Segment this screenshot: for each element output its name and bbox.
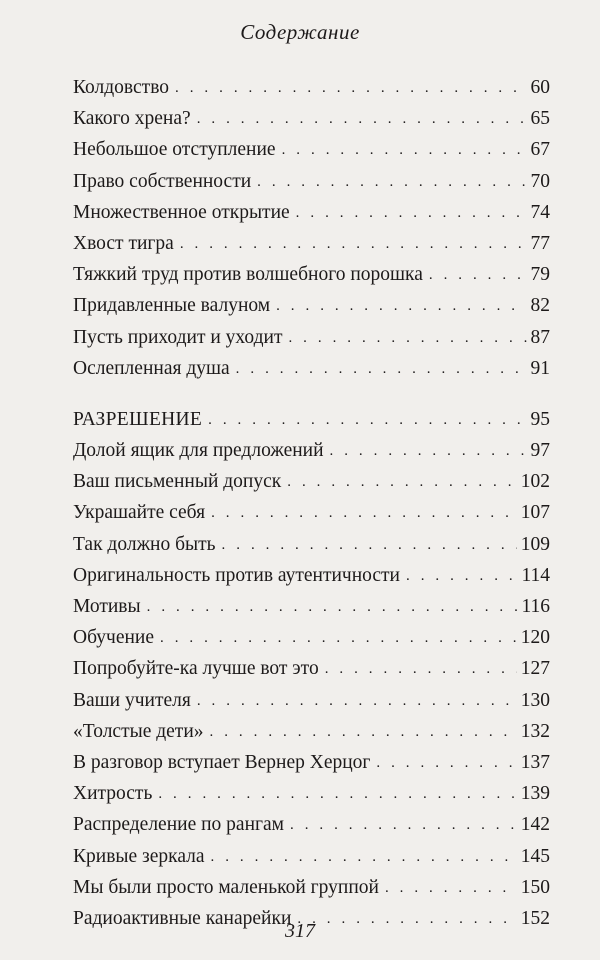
toc-entry — [73, 716, 550, 747]
toc-leader-dots — [325, 654, 517, 685]
toc-entry-title: Хвост тигра — [73, 232, 174, 254]
toc-leader-dots — [330, 436, 527, 467]
toc-group — [73, 435, 550, 934]
toc-entry-page: 120 — [520, 627, 550, 649]
toc-entry-page: 82 — [530, 295, 550, 317]
toc-entry-page: 77 — [530, 232, 550, 254]
toc-entry-page: 145 — [520, 845, 550, 867]
toc-entry-page: 130 — [520, 689, 550, 711]
toc-entry-title: Радиоактивные канарейки — [73, 907, 292, 929]
toc-entry-title: В разговор вступает Вернер Херцог — [73, 751, 371, 773]
toc-entry — [73, 841, 550, 872]
toc-group — [73, 72, 550, 384]
toc-entry — [73, 778, 550, 809]
toc-entry — [73, 809, 550, 840]
toc-entry-title: Право собственности — [73, 170, 252, 192]
toc-entry — [73, 353, 550, 384]
toc-entry-title: Ослепленная душа — [73, 357, 230, 379]
toc-leader-dots — [257, 167, 526, 198]
toc-leader-dots — [287, 467, 517, 498]
toc-entry-title: Распределение по рангам — [73, 814, 284, 836]
toc-entry-page: 74 — [530, 201, 550, 223]
toc-leader-dots — [429, 260, 527, 291]
toc-entry-title: Множественное открытие — [73, 201, 290, 223]
toc-leader-dots — [385, 873, 517, 904]
toc-leader-dots — [288, 323, 526, 354]
toc-leader-dots — [236, 354, 527, 385]
toc-entry-title: Придавленные валуном — [73, 295, 271, 317]
toc-entry-title: Небольшое отступление — [73, 139, 276, 161]
toc-leader-dots — [210, 717, 517, 748]
toc-leader-dots — [197, 686, 517, 717]
toc-leader-dots — [158, 779, 516, 810]
toc-entry-title: Пусть приходит и уходит — [73, 326, 283, 348]
toc-entry — [73, 872, 550, 903]
toc-entry-page: 127 — [520, 658, 550, 680]
toc-leader-dots — [222, 530, 517, 561]
toc-entry — [73, 228, 550, 259]
toc-leader-dots — [406, 561, 517, 592]
toc-entry — [73, 322, 550, 353]
toc-entry — [73, 622, 550, 653]
toc-entry-page: 107 — [520, 502, 550, 524]
toc-entry-page: 87 — [530, 326, 550, 348]
toc-entry — [73, 685, 550, 716]
toc-leader-dots — [211, 498, 517, 529]
toc-leader-dots — [160, 623, 517, 654]
toc-entry-title: Кривые зеркала — [73, 845, 205, 867]
toc-entry-page: 67 — [530, 139, 550, 161]
toc-entry-page: 114 — [521, 564, 550, 586]
toc-entry-title: Мотивы — [73, 596, 141, 617]
toc-entry — [73, 529, 550, 560]
toc-entry — [73, 653, 550, 684]
toc-entry-page: 137 — [520, 751, 550, 773]
toc-entry — [73, 497, 550, 528]
toc-leader-dots — [376, 748, 516, 779]
toc-entry-page: 97 — [530, 440, 550, 462]
toc-entry-title: Мы были просто маленькой группой — [73, 876, 379, 898]
toc-entry-title: Ваш письменный допуск — [73, 471, 282, 493]
toc-entry-title: Украшайте себя — [73, 502, 206, 524]
toc-entry — [73, 166, 550, 197]
page-number: 317 — [285, 920, 315, 942]
toc-entry-page: 132 — [520, 720, 550, 742]
toc-entry-page: 142 — [520, 814, 550, 836]
toc-entry — [73, 72, 550, 103]
toc-leader-dots — [175, 73, 526, 104]
toc-entry-page: 139 — [520, 783, 550, 805]
toc-entry-page: 150 — [520, 876, 550, 898]
toc-entry-page: 109 — [520, 533, 550, 555]
toc-leader-dots — [296, 198, 527, 229]
toc-leader-dots — [197, 104, 527, 135]
toc-entry-page: 152 — [520, 907, 550, 929]
toc-entry-title: Оригинальность против аутентичности — [73, 564, 400, 586]
toc-entry-title: Тяжкий труд против волшебного порошка — [73, 264, 423, 286]
toc-leader-dots — [208, 405, 526, 436]
toc-entry — [73, 591, 550, 622]
toc-entry-title: Ваши учителя — [73, 689, 191, 711]
toc-leader-dots — [290, 810, 517, 841]
toc-entry — [73, 466, 550, 497]
toc-leader-dots — [211, 842, 517, 873]
toc-entry-title: Обучение — [73, 627, 154, 649]
toc-entry — [73, 134, 550, 165]
toc-entry-page: 65 — [530, 108, 550, 130]
toc-entry — [73, 290, 550, 321]
toc-entry — [73, 560, 550, 591]
toc-entry — [73, 259, 550, 290]
toc-entry-page: 70 — [530, 170, 550, 192]
toc-entry — [73, 747, 550, 778]
toc-entry-page: 102 — [520, 471, 550, 493]
toc-entry-title: «Толстые дети» — [73, 720, 204, 742]
toc-entry-page: 60 — [530, 77, 550, 98]
toc-leader-dots — [180, 229, 527, 260]
toc-entry-page: 116 — [521, 596, 550, 617]
toc-entry-page: 91 — [530, 357, 550, 379]
toc-entry-title: Попробуйте-ка лучше вот это — [73, 658, 319, 680]
toc-entry-title: Так должно быть — [73, 533, 216, 555]
toc-leader-dots — [282, 135, 527, 166]
toc-entry-title: Долой ящик для предложений — [73, 440, 324, 462]
toc-entry — [73, 435, 550, 466]
toc-entry — [73, 197, 550, 228]
toc-entry-page: 79 — [530, 264, 550, 286]
table-of-contents — [73, 72, 550, 934]
toc-section-row — [73, 404, 550, 435]
toc-entry — [73, 103, 550, 134]
toc-entry-title: Колдовство — [73, 77, 170, 98]
toc-section-title: РАЗРЕШЕНИЕ — [73, 408, 203, 430]
toc-section-page: 95 — [530, 408, 550, 430]
toc-entry-title: Какого хрена? — [73, 108, 191, 130]
page-title: Содержание — [240, 20, 360, 44]
toc-entry-title: Хитрость — [73, 783, 153, 805]
toc-leader-dots — [147, 592, 518, 623]
toc-leader-dots — [276, 291, 526, 322]
